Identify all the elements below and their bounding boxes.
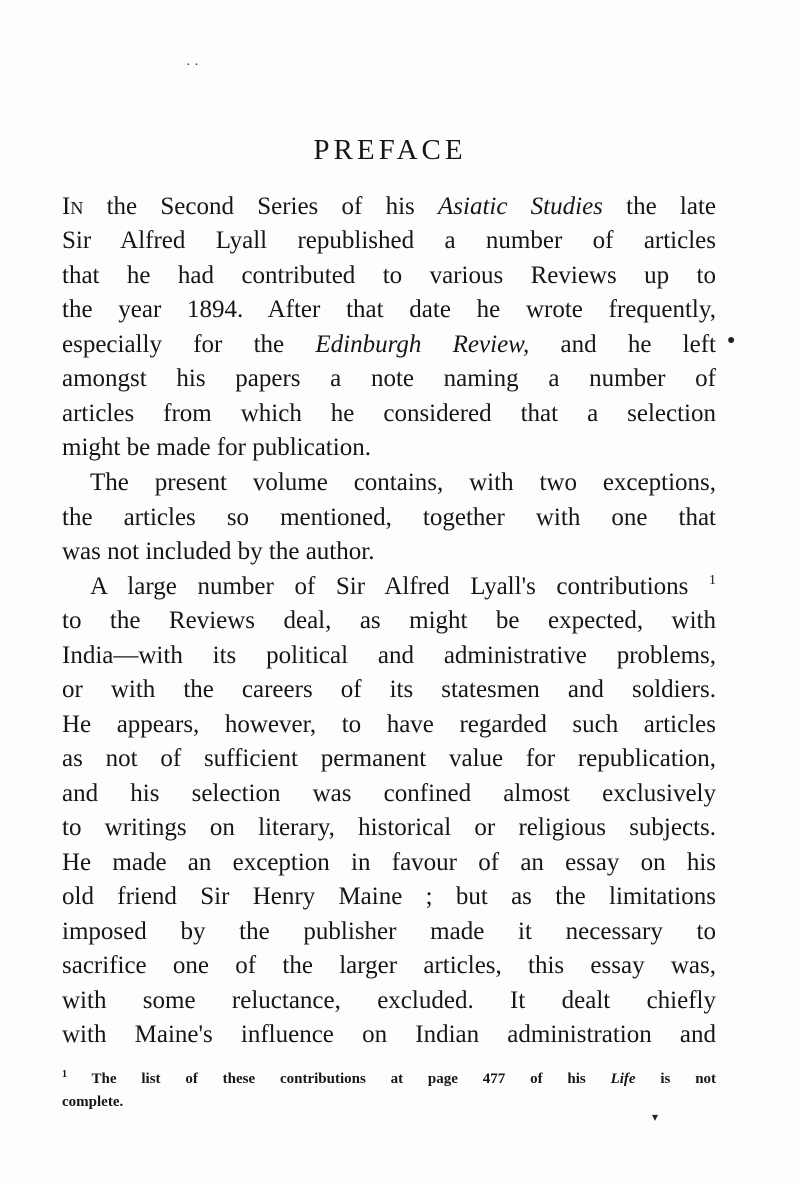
paragraph-3-line-2: to the Reviews deal, as might be expected, with bbox=[62, 607, 716, 634]
margin-dot-mark: ● bbox=[727, 333, 736, 348]
book-title-asiatic-studies: Asiatic Studies bbox=[438, 193, 603, 220]
paragraph-3-line-14: with Maine's influence on Indian administration and bbox=[62, 1021, 716, 1048]
paragraph-2-line-3: was not included by the author. bbox=[62, 538, 375, 565]
paragraph-1-line-3: that he had contributed to various Reviews up to bbox=[62, 262, 716, 289]
paragraph-3-line-10: old friend Sir Henry Maine ; but as the limitations bbox=[62, 883, 716, 910]
page-speck-mark: · · bbox=[186, 58, 199, 73]
paragraph-3-line-6: as not of sufficient permanent value for republication, bbox=[62, 745, 716, 772]
paragraph-1-line-7: articles from which he considered that a selection bbox=[62, 400, 716, 427]
paragraph-3-line-7: and his selection was confined almost exclusively bbox=[62, 780, 716, 807]
paragraph-2-line-1: The present volume contains, with two exceptions, bbox=[90, 469, 716, 496]
page-title: PREFACE bbox=[313, 134, 467, 166]
paragraph-3-line-5: He appears, however, to have regarded such articles bbox=[62, 711, 716, 738]
paragraph-3-line-12: sacrifice one of the larger articles, this essay was, bbox=[62, 952, 716, 979]
footnote-italic-life: Life bbox=[610, 1071, 636, 1087]
paragraph-1-line-8: might be made for publication. bbox=[62, 434, 371, 461]
footnote-line-2: complete. bbox=[62, 1094, 124, 1110]
paragraph-1-line-2: Sir Alfred Lyall republished a number of articles bbox=[62, 227, 716, 254]
paragraph-1-line-1: In the Second Series of his Asiatic Studies the late bbox=[62, 193, 717, 220]
paragraph-3-line-13: with some reluctance, excluded. It dealt chiefly bbox=[62, 987, 716, 1014]
paragraph-3-line-8: to writings on literary, historical or religious subjects. bbox=[62, 814, 716, 841]
paragraph-3-line-1: A large number of Sir Alfred Lyall's contributions $^1$ bbox=[90, 573, 717, 600]
paragraph-1-line-6: amongst his papers a note naming a number of bbox=[62, 365, 716, 392]
paragraph-3-line-11: imposed by the publisher made it necessary to bbox=[62, 918, 716, 945]
drop-lead-word: In bbox=[62, 193, 84, 220]
footnote-reference: 1 bbox=[709, 573, 717, 588]
signature-mark: ▾ bbox=[652, 1110, 659, 1124]
paragraph-3-line-3: India—with its political and administrative problems, bbox=[62, 642, 716, 669]
paragraph-3-line-9: He made an exception in favour of an essay on his bbox=[62, 849, 716, 876]
journal-title-edinburgh-review: Edinburgh Review, bbox=[315, 331, 530, 358]
paragraph-2-line-2: the articles so mentioned, together with one that bbox=[62, 504, 716, 531]
paragraph-1-line-5: especially for the Edinburgh Review, and he left bbox=[62, 331, 716, 358]
footnote-marker: 1 bbox=[62, 1069, 67, 1080]
footnote-line-1: $^1$ The list of these contributions at page 477 of his Life is not bbox=[62, 1069, 717, 1087]
paragraph-1-line-4: the year 1894. After that date he wrote frequently, bbox=[62, 296, 716, 323]
paragraph-3-line-4: or with the careers of its statesmen and soldiers. bbox=[62, 676, 716, 703]
